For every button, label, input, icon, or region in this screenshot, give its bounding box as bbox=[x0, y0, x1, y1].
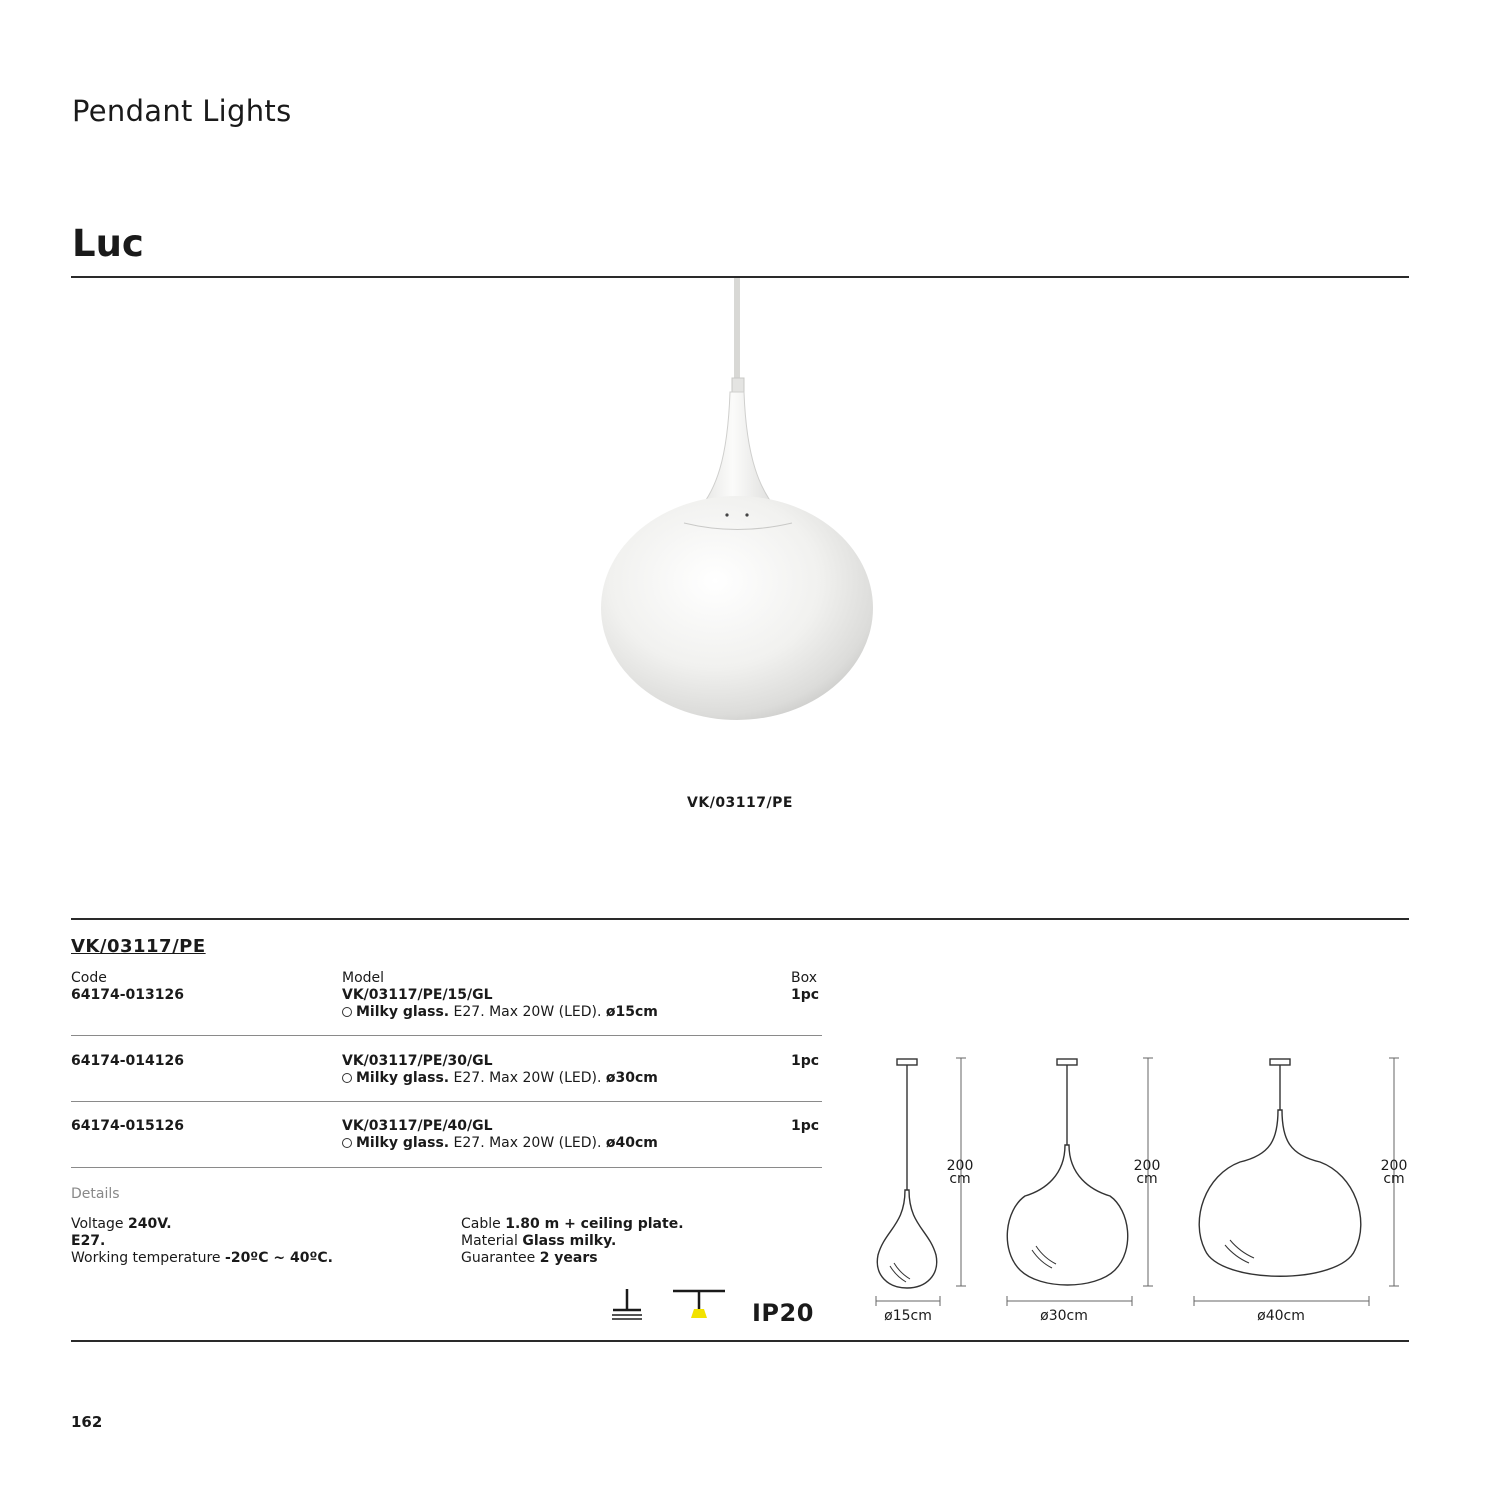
ip-rating: IP20 bbox=[752, 1299, 814, 1327]
detail-voltage: Voltage 240V. bbox=[71, 1216, 172, 1232]
table-row-code: 64174-013126 bbox=[71, 987, 184, 1003]
row-divider bbox=[71, 1167, 822, 1168]
spec-heading: VK/03117/PE bbox=[71, 936, 206, 957]
finish-circle-icon bbox=[342, 1007, 352, 1017]
details-left bbox=[71, 1216, 333, 1267]
detail-material: Material Glass milky. bbox=[461, 1233, 617, 1249]
detail-cable: Cable 1.80 m + ceiling plate. bbox=[461, 1216, 684, 1232]
table-row-box: 1pc bbox=[791, 987, 820, 1003]
table-row-code: 64174-015126 bbox=[71, 1118, 184, 1134]
section-title: Pendant Lights bbox=[72, 94, 292, 128]
details-label: Details bbox=[71, 1186, 120, 1202]
model-description: Milky glass. E27. Max 20W (LED). ø15cm bbox=[342, 1004, 658, 1021]
detail-socket: E27. bbox=[71, 1233, 106, 1249]
table-row-model bbox=[342, 1118, 658, 1152]
table-row-model bbox=[342, 987, 658, 1021]
drawing-30cm bbox=[1007, 1059, 1127, 1285]
row-divider bbox=[71, 1101, 822, 1102]
detail-temperature: Working temperature -20ºC ~ 40ºC. bbox=[71, 1250, 333, 1266]
height-label: 200 cm bbox=[946, 1158, 974, 1187]
diameter-label: ø40cm bbox=[1257, 1308, 1305, 1324]
height-label: 200 cm bbox=[1133, 1158, 1161, 1187]
product-photo bbox=[560, 278, 920, 738]
ceiling-light-icon bbox=[672, 1288, 726, 1324]
model-number: VK/03117/PE/40/GL bbox=[342, 1118, 493, 1134]
drawing-40cm bbox=[1199, 1059, 1361, 1276]
column-header-code: Code bbox=[71, 970, 107, 986]
row-divider bbox=[71, 1035, 822, 1036]
product-name: Luc bbox=[72, 222, 144, 265]
model-description: Milky glass. E27. Max 20W (LED). ø40cm bbox=[342, 1135, 658, 1152]
column-header-box: Box bbox=[791, 970, 818, 986]
finish-circle-icon bbox=[342, 1073, 352, 1083]
table-row-box: 1pc bbox=[791, 1053, 820, 1069]
details-right bbox=[461, 1216, 684, 1267]
model-number: VK/03117/PE/30/GL bbox=[342, 1053, 493, 1069]
diameter-label: ø15cm bbox=[884, 1308, 932, 1324]
earth-ground-icon bbox=[606, 1286, 648, 1326]
model-description: Milky glass. E27. Max 20W (LED). ø30cm bbox=[342, 1070, 658, 1087]
table-row-box: 1pc bbox=[791, 1118, 820, 1134]
finish-circle-icon bbox=[342, 1138, 352, 1148]
height-label: 200 cm bbox=[1380, 1158, 1408, 1187]
page-number: 162 bbox=[71, 1413, 103, 1431]
table-row-code: 64174-014126 bbox=[71, 1053, 184, 1069]
column-header-model: Model bbox=[342, 970, 385, 986]
photo-caption: VK/03117/PE bbox=[687, 795, 793, 811]
detail-guarantee: Guarantee 2 years bbox=[461, 1250, 598, 1266]
bottom-divider bbox=[71, 1340, 1409, 1342]
table-row-model bbox=[342, 1053, 658, 1087]
spec-divider bbox=[71, 918, 1409, 920]
model-number: VK/03117/PE/15/GL bbox=[342, 987, 493, 1003]
diameter-label: ø30cm bbox=[1040, 1308, 1088, 1324]
drawing-15cm bbox=[877, 1059, 936, 1288]
